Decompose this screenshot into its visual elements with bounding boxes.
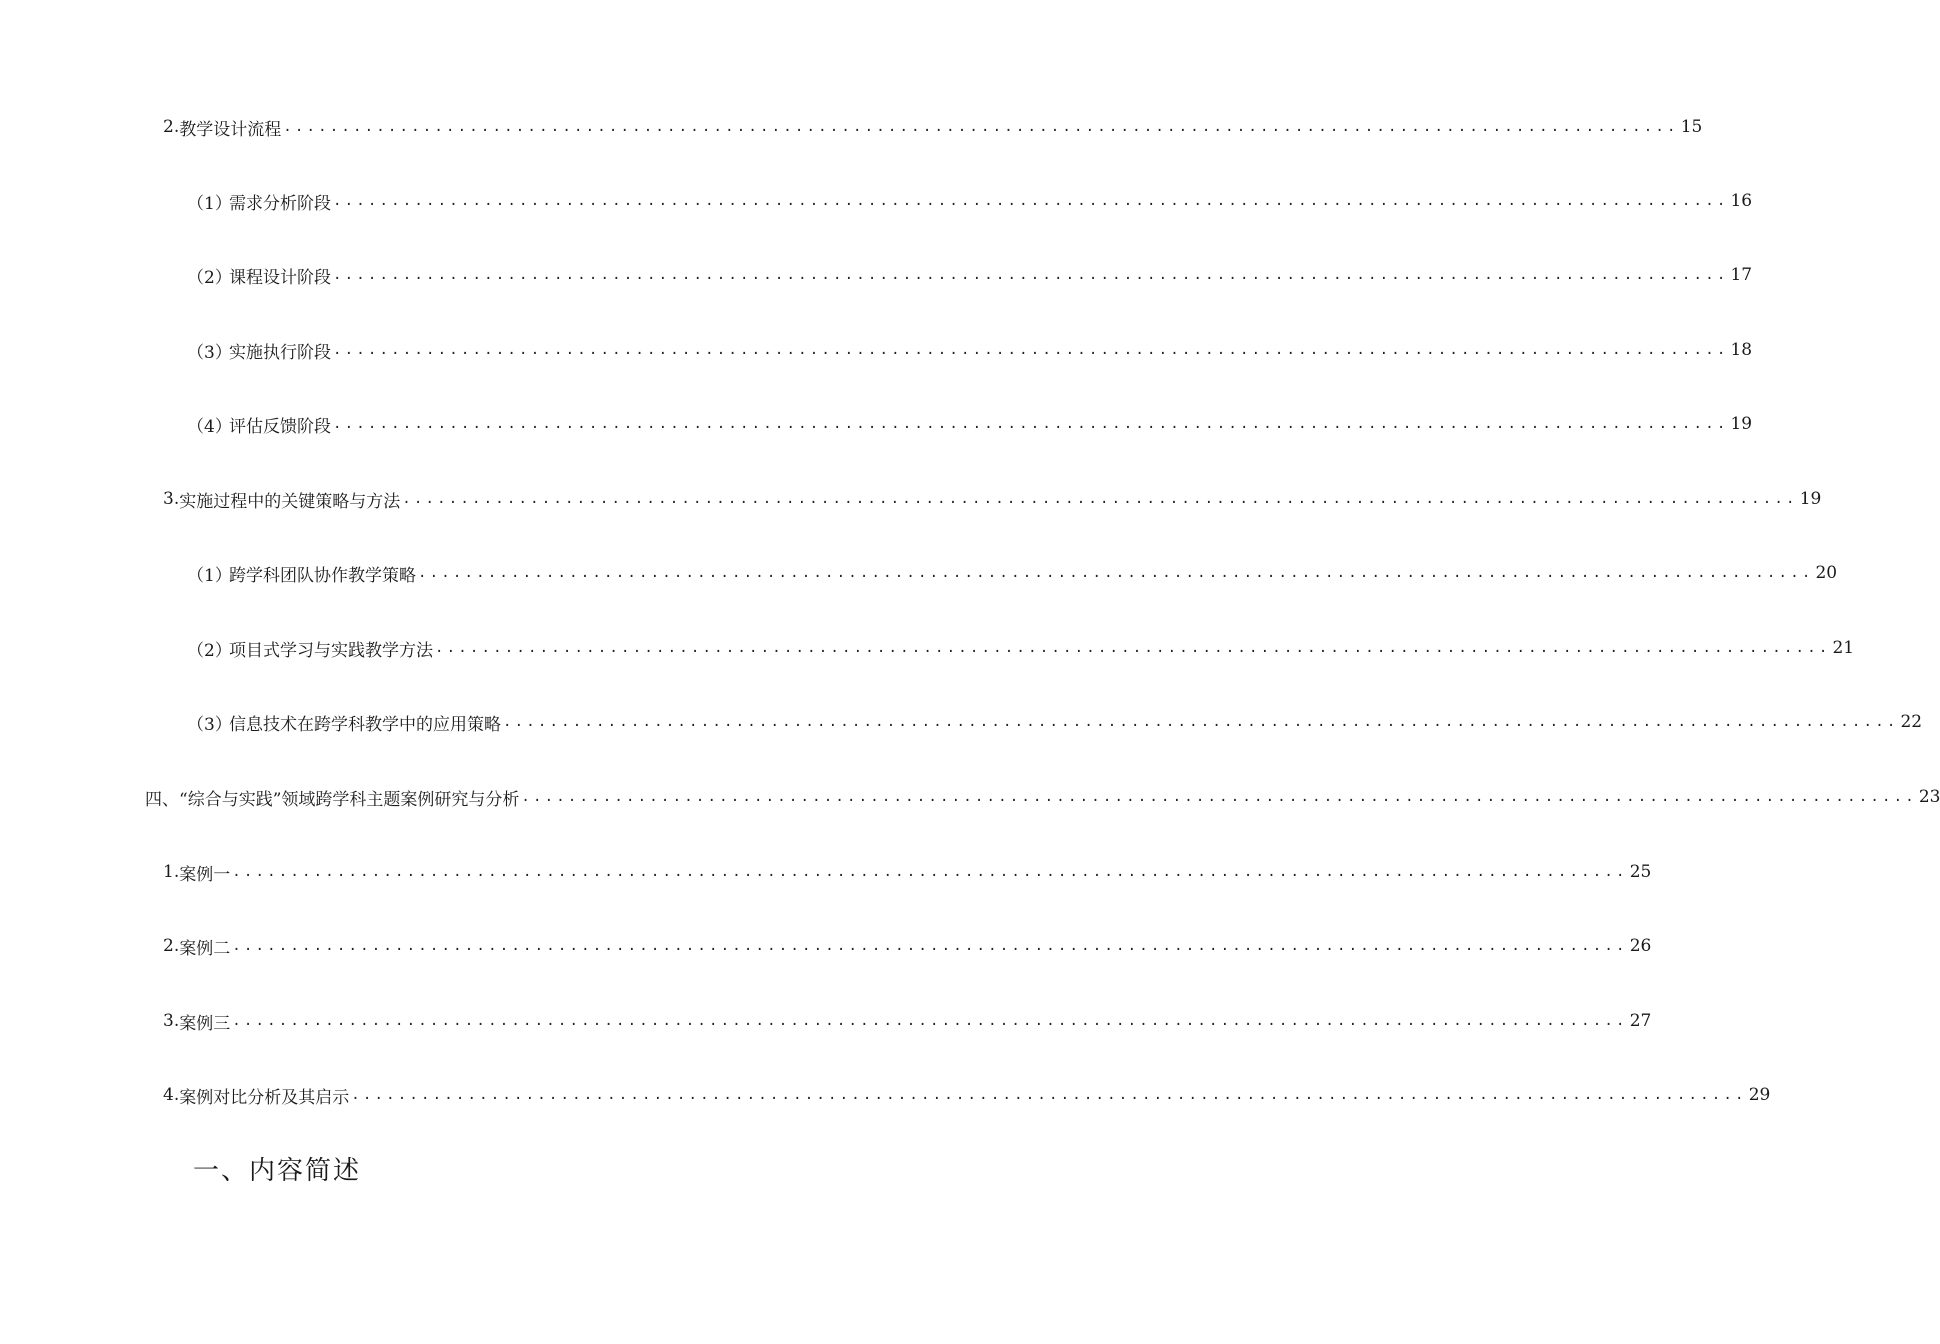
toc-entry-implementation[interactable] — [187, 336, 1753, 364]
toc-entry-number: （4） — [187, 416, 232, 437]
toc-dot-leader: ........................................................................................................................ — [521, 789, 1917, 805]
toc-entry-page: 25 — [1629, 862, 1652, 882]
toc-entry-number: （2） — [187, 640, 232, 661]
toc-entry-it-application[interactable] — [187, 708, 1923, 736]
toc-entry-number: 四、 — [145, 789, 179, 810]
toc-entry-number: 3. — [163, 489, 180, 509]
toc-dot-leader: ........................................................................................................................ — [333, 267, 1729, 283]
toc-entry-title: 课程设计阶段 — [229, 267, 331, 288]
toc-entry-title: 实施过程中的关键策略与方法 — [179, 491, 401, 512]
toc-entry-page: 23 — [1918, 787, 1940, 807]
toc-entry-project-learning[interactable] — [187, 634, 1855, 662]
toc-entry-number: （3） — [187, 342, 232, 363]
toc-dot-leader: ........................................................................................................................ — [232, 864, 1628, 880]
toc-entry-teaching-design-process[interactable] — [163, 113, 1703, 141]
toc-entry-number: （2） — [187, 267, 232, 288]
toc-entry-number: 2. — [163, 117, 180, 137]
toc-entry-title: 案例一 — [179, 864, 231, 885]
toc-entry-title: 案例三 — [179, 1013, 231, 1034]
toc-entry-title: 案例二 — [179, 938, 231, 959]
toc-entry-title: 案例对比分析及其启示 — [179, 1087, 350, 1108]
toc-entry-course-design[interactable] — [187, 261, 1753, 289]
toc-entry-title: 跨学科团队协作教学策略 — [229, 565, 416, 586]
toc-entry-evaluation-feedback[interactable] — [187, 410, 1753, 438]
toc-dot-leader: ........................................................................................................................ — [418, 565, 1814, 581]
toc-entry-title: 评估反馈阶段 — [229, 416, 331, 437]
toc-entry-title: 信息技术在跨学科教学中的应用策略 — [229, 714, 501, 735]
toc-dot-leader: ........................................................................................................................ — [503, 714, 1899, 730]
toc-entry-page: 27 — [1629, 1011, 1652, 1031]
toc-entry-case-one[interactable] — [163, 858, 1652, 886]
toc-dot-leader: ........................................................................................................................ — [232, 938, 1628, 954]
toc-entry-page: 21 — [1832, 638, 1855, 658]
toc-entry-number: 2. — [163, 936, 180, 956]
toc-dot-leader: ........................................................................................................................ — [333, 342, 1729, 358]
toc-entry-key-strategies[interactable] — [163, 485, 1822, 513]
toc-dot-leader: ........................................................................................................................ — [402, 491, 1798, 507]
toc-entry-page: 15 — [1680, 117, 1703, 137]
toc-entry-number: 1. — [163, 862, 180, 882]
section-heading: 一、内容简述 — [193, 1156, 362, 1186]
toc-entry-number: （1） — [187, 193, 232, 214]
toc-entry-title: 需求分析阶段 — [229, 193, 331, 214]
toc-entry-case-comparison[interactable] — [163, 1081, 1771, 1109]
toc-entry-title: 教学设计流程 — [179, 119, 282, 140]
toc-entry-page: 19 — [1730, 414, 1753, 434]
toc-entry-case-three[interactable] — [163, 1007, 1652, 1035]
toc-entry-team-teaching[interactable] — [187, 559, 1838, 587]
toc-entry-page: 26 — [1629, 936, 1652, 956]
toc-dot-leader: ........................................................................................................................ — [333, 193, 1729, 209]
toc-entry-page: 22 — [1900, 712, 1923, 732]
toc-entry-title: 项目式学习与实践教学方法 — [229, 640, 433, 661]
toc-entry-number: 4. — [163, 1085, 180, 1105]
toc-entry-number: 3. — [163, 1011, 180, 1031]
toc-entry-number: （3） — [187, 714, 232, 735]
toc-entry-needs-analysis[interactable] — [187, 187, 1753, 215]
toc-dot-leader: ........................................................................................................................ — [232, 1013, 1628, 1029]
toc-entry-page: 18 — [1730, 340, 1753, 360]
toc-entry-page: 29 — [1748, 1085, 1771, 1105]
toc-dot-leader: ........................................................................................................................ — [283, 119, 1679, 135]
toc-entry-page: 16 — [1730, 191, 1753, 211]
toc-dot-leader: ........................................................................................................................ — [351, 1087, 1747, 1103]
toc-dot-leader: ........................................................................................................................ — [333, 416, 1729, 432]
toc-dot-leader: ........................................................................................................................ — [435, 640, 1831, 656]
toc-entry-chapter-four[interactable] — [145, 783, 1940, 811]
toc-entry-title: “综合与实践”领域跨学科主题案例研究与分析 — [179, 789, 520, 810]
toc-entry-page: 17 — [1730, 265, 1753, 285]
toc-entry-page: 20 — [1815, 563, 1838, 583]
toc-entry-number: （1） — [187, 565, 232, 586]
toc-entry-case-two[interactable] — [163, 932, 1652, 960]
toc-entry-page: 19 — [1799, 489, 1822, 509]
toc-entry-title: 实施执行阶段 — [229, 342, 331, 363]
